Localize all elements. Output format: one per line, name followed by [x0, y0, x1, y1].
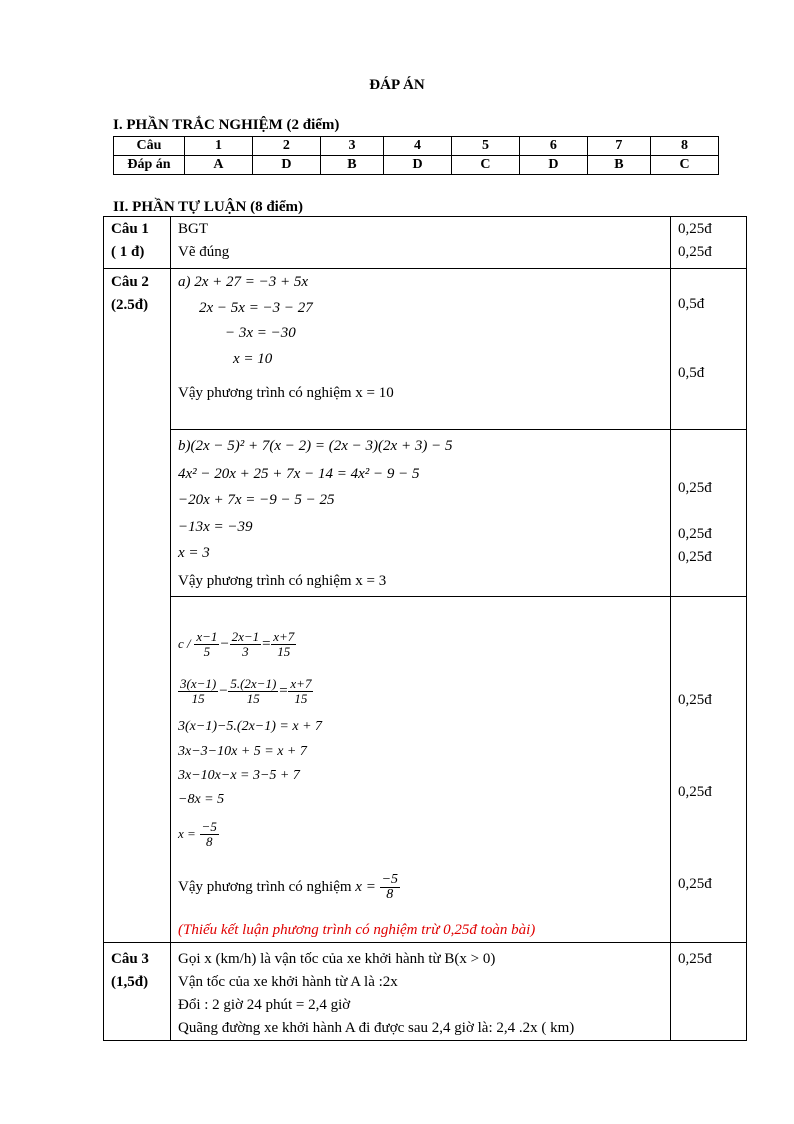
answer-label: Đáp án: [114, 156, 185, 175]
numerator: 2x−1: [231, 629, 260, 645]
conclusion: Vậy phương trình có nghiệm x = 10: [178, 385, 394, 401]
fraction: [288, 677, 313, 706]
math-line: 3x−3−10x + 5 = x + 7: [178, 744, 307, 759]
fraction: [230, 630, 262, 659]
table-border: [170, 429, 747, 430]
c-prefix: c /: [178, 636, 191, 651]
math-line: $\frac{3(x-1)}{15}$ − $\frac{5.(2x-1)}{15}$ = $\frac{x+7}{15}$: [180, 676, 312, 707]
math-line: a) 2x + 27 = −3 + 5x: [178, 274, 309, 290]
deduction-note: (Thiếu kết luận phương trình có nghiệm trừ 0,25đ toàn bài): [178, 922, 536, 938]
question-number: 7: [587, 137, 650, 156]
answer-line: Gọi x (km/h) là vận tốc của xe khởi hành từ B(x > 0): [178, 951, 496, 967]
score: 0,25đ: [678, 876, 712, 892]
math-line: c / $\frac{x-1}{5}$ − $\frac{2x-1}{3}$ = $\frac{x+7}{15}$: [178, 629, 295, 660]
math-line: −8x = 5: [178, 792, 225, 807]
score: 0,25đ: [678, 221, 712, 237]
math-line: [178, 816, 219, 852]
math-line: x = 10: [233, 351, 273, 367]
fraction: [271, 630, 296, 659]
denominator: 15: [191, 691, 205, 707]
math-line: −13x = −39: [178, 519, 253, 535]
table-border: [670, 216, 671, 1041]
lhs: x =: [355, 879, 376, 895]
score: 0,5đ: [678, 296, 705, 312]
math-line: 4x² − 20x + 25 + 7x − 14 = 4x² − 9 − 5: [178, 466, 420, 482]
question-number: 3: [320, 137, 383, 156]
answer-line: Vận tốc của xe khởi hành từ A là :2x: [178, 974, 398, 990]
table-row: [114, 156, 719, 175]
answer-cell: C: [451, 156, 519, 175]
answer-cell: A: [185, 156, 253, 175]
answer-cell: D: [519, 156, 587, 175]
conclusion: Vậy phương trình có nghiệm x = 3: [178, 573, 387, 589]
question-number: 6: [519, 137, 587, 156]
header-label: Câu: [114, 137, 185, 156]
table-border: [103, 942, 747, 943]
table-border: [103, 268, 747, 269]
question-number: 4: [384, 137, 452, 156]
numerator: x−1: [196, 629, 218, 645]
fraction: [178, 677, 218, 706]
score: 0,25đ: [678, 244, 712, 260]
question-label: Câu 1: [111, 221, 149, 237]
score: 0,25đ: [678, 951, 712, 967]
conclusion-text: Vậy phương trình có nghiệm: [178, 879, 352, 895]
fraction: [380, 873, 400, 902]
answer-cell: D: [384, 156, 452, 175]
multiple-choice-table: [113, 136, 719, 175]
table-border: [103, 1040, 747, 1041]
table-border: [746, 216, 747, 1041]
answer-line: Quãng đường xe khởi hành A đi được sau 2,4 giờ là: 2,4 .2x ( km): [178, 1020, 575, 1036]
fraction: [194, 630, 219, 659]
math-line: x = 3: [178, 545, 210, 561]
denominator: 15: [246, 691, 260, 707]
fraction: [228, 677, 278, 706]
question-points: ( 1 đ): [111, 244, 145, 260]
score: 0,25đ: [678, 526, 712, 542]
answer-cell: B: [320, 156, 383, 175]
part1-heading: I. PHẦN TRẮC NGHIỆM (2 điểm): [113, 117, 340, 133]
math-line: 2x − 5x = −3 − 27: [199, 300, 313, 316]
denominator: 3: [242, 644, 249, 660]
score: 0,25đ: [678, 784, 712, 800]
question-label: Câu 2: [111, 274, 149, 290]
denominator: 8: [386, 887, 394, 903]
question-number: 5: [451, 137, 519, 156]
answer-cell: B: [587, 156, 650, 175]
math-line: b)(2x − 5)² + 7(x − 2) = (2x − 3)(2x + 3) − 5: [178, 438, 453, 454]
question-number: 1: [185, 137, 253, 156]
question-points: (1,5đ): [111, 974, 149, 990]
numerator: 3(x−1): [180, 676, 217, 692]
denominator: 15: [294, 691, 308, 707]
numerator: x+7: [273, 629, 295, 645]
table-border: [170, 596, 747, 597]
score: 0,25đ: [678, 692, 712, 708]
answer-line: Vẽ đúng: [178, 244, 230, 260]
conclusion: [178, 869, 400, 905]
answer-line: Đổi : 2 giờ 24 phút = 2,4 giờ: [178, 997, 351, 1013]
answer-cell: C: [651, 156, 719, 175]
numerator: −5: [201, 819, 217, 835]
page-title: ĐÁP ÁN: [369, 77, 425, 93]
denominator: 15: [277, 644, 291, 660]
question-number: 2: [252, 137, 320, 156]
score: 0,5đ: [678, 365, 705, 381]
math-line: − 3x = −30: [225, 325, 296, 341]
answer-cell: D: [252, 156, 320, 175]
fraction: [200, 820, 219, 849]
essay-table: [103, 216, 747, 1041]
math-line: 3x−10x−x = 3−5 + 7: [178, 768, 300, 783]
denominator: 8: [205, 834, 213, 850]
score: 0,25đ: [678, 480, 712, 496]
math-line: −20x + 7x = −9 − 5 − 25: [178, 492, 335, 508]
table-border: [170, 216, 171, 1041]
question-label: Câu 3: [111, 951, 149, 967]
score: 0,25đ: [678, 549, 712, 565]
numerator: 5.(2x−1): [230, 676, 277, 692]
answer-line: BGT: [178, 221, 208, 237]
numerator: x+7: [290, 676, 312, 692]
question-points: (2.5đ): [111, 297, 149, 313]
denominator: 5: [203, 644, 211, 660]
lhs: x =: [178, 826, 196, 841]
table-border: [103, 216, 747, 217]
part2-heading: II. PHẦN TỰ LUẬN (8 điểm): [113, 199, 303, 215]
question-number: 8: [651, 137, 719, 156]
table-row: [114, 137, 719, 156]
math-line: 3(x−1)−5.(2x−1) = x + 7: [178, 719, 323, 734]
numerator: −5: [381, 872, 399, 888]
table-border: [103, 216, 104, 1041]
